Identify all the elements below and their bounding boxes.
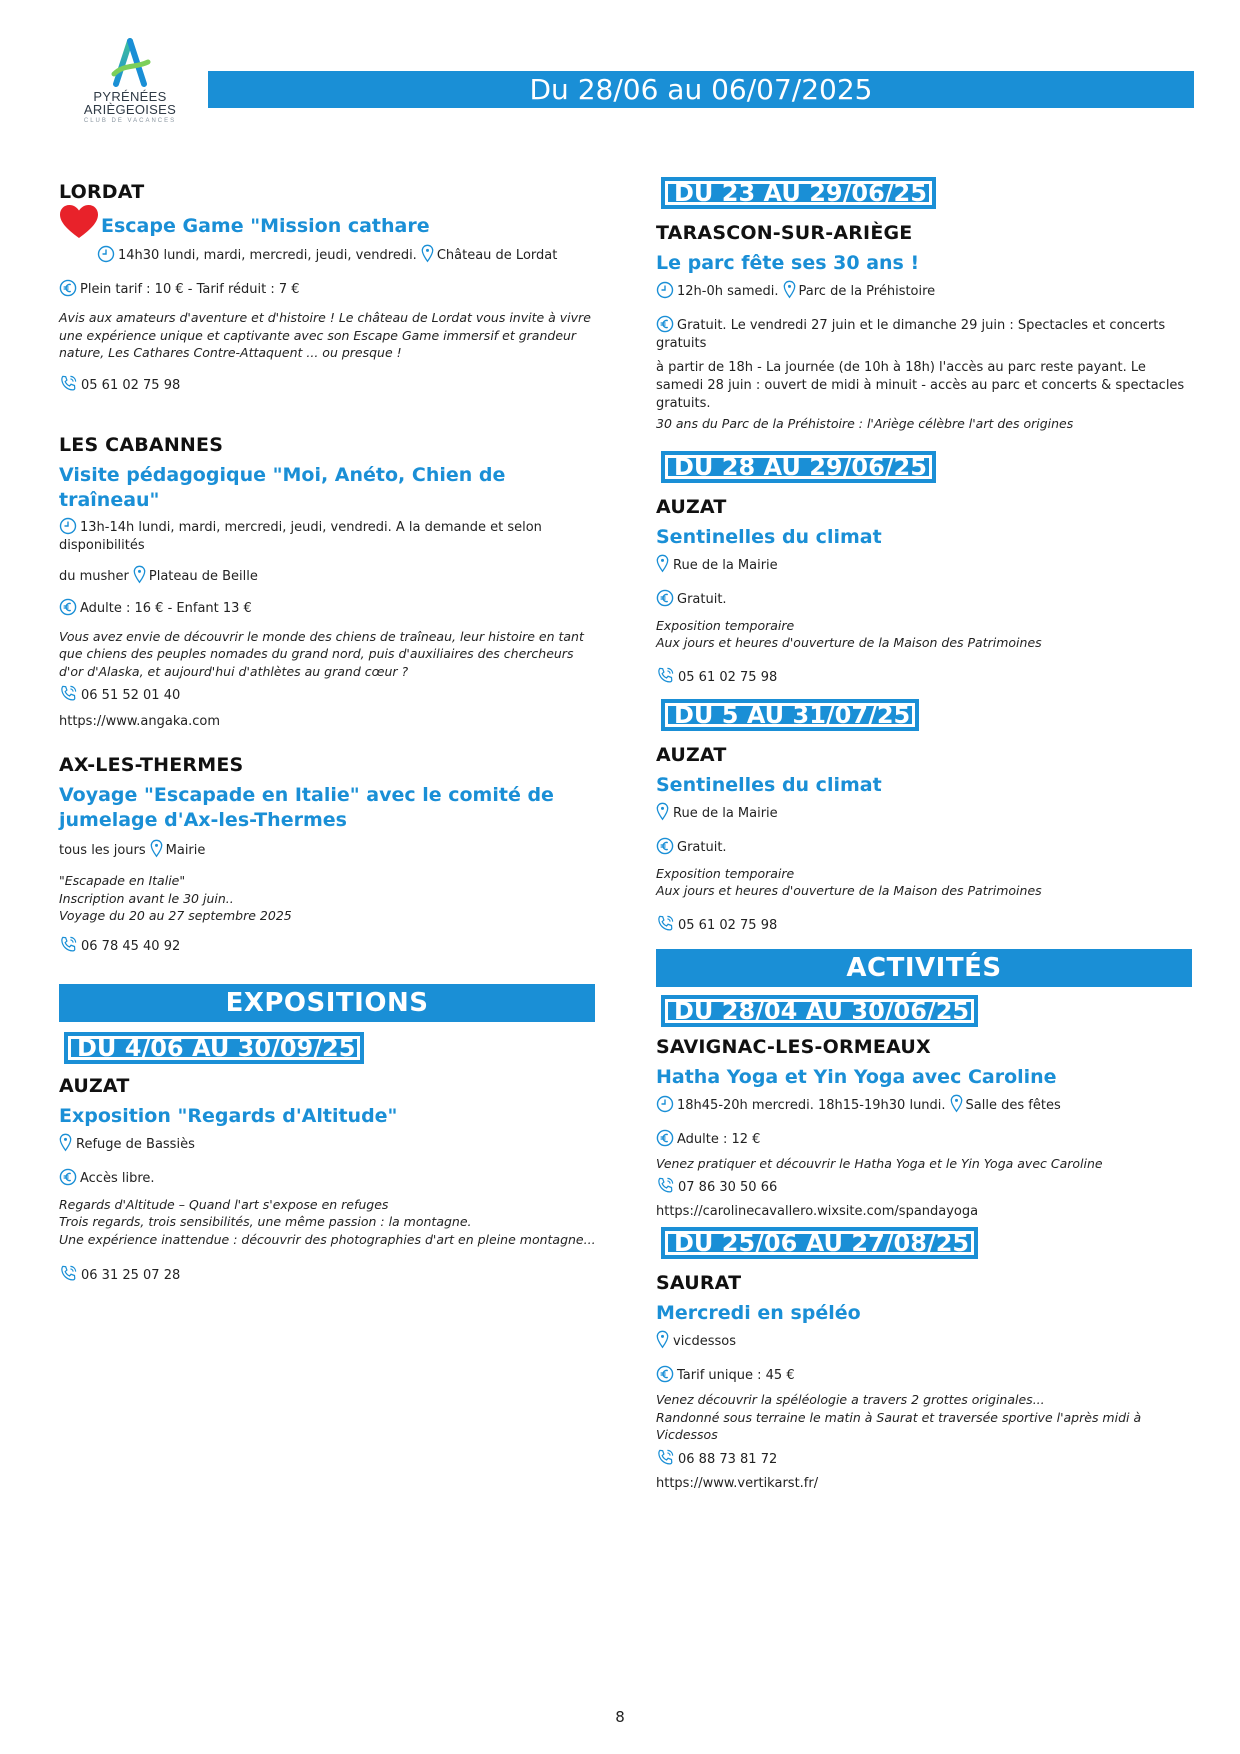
- clock-icon: [656, 1095, 674, 1113]
- event-phone-row[interactable]: [656, 1448, 1196, 1469]
- event-hours: 18h45-20h mercredi. 18h15-19h30 lundi.: [677, 1097, 946, 1113]
- event-price-details: à partir de 18h - La journée (de 10h à 18h) l'accès au parc reste payant. Le samedi 28 juin : ouvert de midi à minuit - accès au parc et concerts & spectacles gratuits.: [656, 360, 1185, 411]
- event-title[interactable]: Sentinelles du climat: [656, 773, 882, 796]
- event-hours-cont: du musher: [59, 568, 129, 584]
- date-tab-wrap: [656, 995, 1196, 1027]
- event-title[interactable]: Exposition "Regards d'Altitude": [59, 1104, 398, 1127]
- euro-icon: [59, 1168, 77, 1186]
- event-price-row: [59, 598, 599, 618]
- phone-icon: [656, 666, 675, 685]
- event-description: [656, 1391, 1196, 1444]
- logo: [70, 38, 190, 138]
- town-name: AX-LES-THERMES: [59, 754, 244, 776]
- town-name: SAVIGNAC-LES-ORMEAUX: [656, 1035, 931, 1058]
- event-price-row: [656, 315, 1196, 353]
- event-url[interactable]: https://carolinecavallero.wixsite.com/spandayoga: [656, 1204, 979, 1219]
- event-meta: [59, 1133, 599, 1154]
- event-description: [59, 872, 599, 925]
- event-description: [656, 865, 1196, 900]
- event-meta: [656, 802, 1196, 823]
- desc-line: "Escapade en Italie": [59, 873, 186, 888]
- date-tab-wrap: [656, 177, 1196, 209]
- event-price: Gratuit.: [677, 591, 727, 607]
- event-title[interactable]: Mercredi en spéléo: [656, 1302, 861, 1324]
- section-header-activites: ACTIVITÉS: [656, 949, 1192, 987]
- event-phone[interactable]: 05 61 02 75 98: [81, 377, 181, 393]
- event-tarascon: [656, 221, 1196, 433]
- desc-line: Aux jours et heures d'ouverture de la Maison des Patrimoines: [656, 883, 1042, 898]
- phone-icon: [59, 684, 78, 703]
- clock-icon: [59, 517, 77, 535]
- date-tab-wrap: [59, 1032, 599, 1064]
- location-pin-icon: [133, 565, 146, 584]
- event-phone[interactable]: 05 61 02 75 98: [678, 669, 778, 685]
- event-title[interactable]: Visite pédagogique "Moi, Anéto, Chien de traîneau": [59, 463, 506, 511]
- event-auzat-2: [656, 743, 1196, 935]
- logo-line-1: PYRÉNÉES: [93, 89, 167, 104]
- event-auzat-expo: [59, 1074, 599, 1286]
- event-description: [656, 617, 1196, 652]
- date-range-tab: DU 28 AU 29/06/25: [661, 451, 936, 483]
- event-speleo: [656, 1271, 1196, 1493]
- phone-icon: [59, 374, 78, 393]
- date-range-tab: DU 23 AU 29/06/25: [661, 177, 936, 209]
- town-name: SAURAT: [656, 1272, 742, 1294]
- event-phone-row[interactable]: [59, 374, 599, 395]
- section-header-expositions: EXPOSITIONS: [59, 984, 595, 1022]
- location-pin-icon: [783, 280, 796, 299]
- heart-icon: [59, 204, 99, 240]
- event-hours: 12h-0h samedi.: [677, 284, 779, 299]
- event-place: vicdessos: [673, 1334, 736, 1349]
- euro-icon: [656, 1129, 674, 1147]
- event-place: Mairie: [165, 843, 206, 858]
- event-meta: [97, 244, 599, 265]
- event-price-row: [656, 837, 1196, 857]
- town-name: AUZAT: [59, 1074, 130, 1097]
- event-price-row: [59, 1168, 599, 1188]
- event-place: Rue de la Mairie: [673, 557, 778, 573]
- euro-icon: [59, 598, 77, 616]
- event-phone[interactable]: 07 86 30 50 66: [678, 1180, 778, 1195]
- logo-mark-icon: [108, 38, 152, 90]
- left-column: [59, 180, 599, 1315]
- event-price: Gratuit.: [677, 839, 727, 855]
- event-meta: [59, 839, 599, 860]
- event-meta: [656, 1330, 1196, 1351]
- town-name: AUZAT: [656, 743, 727, 766]
- town-name: LES CABANNES: [59, 433, 224, 456]
- event-price: Plein tarif : 10 € - Tarif réduit : 7 €: [80, 282, 300, 297]
- event-auzat-1: [656, 495, 1196, 687]
- event-phone[interactable]: 05 61 02 75 98: [678, 917, 778, 933]
- desc-line: Une expérience inattendue : découvrir des photographies d'art en pleine montagne...: [59, 1231, 596, 1247]
- town-name: LORDAT: [59, 181, 145, 203]
- location-pin-icon: [150, 839, 163, 858]
- event-hours: 13h-14h lundi, mardi, mercredi, jeudi, vendredi. A la demande et selon disponibilités: [59, 519, 542, 553]
- event-title-text: Escape Game "Mission cathare: [101, 215, 430, 237]
- event-price-row: [59, 279, 599, 299]
- event-phone-row[interactable]: [656, 1176, 1196, 1197]
- event-lordat: [59, 180, 599, 395]
- event-yoga: [656, 1035, 1196, 1222]
- location-pin-icon: [950, 1094, 963, 1113]
- date-range-tab: DU 5 AU 31/07/25: [661, 699, 919, 731]
- event-description: Avis aux amateurs d'aventure et d'histoire ! Le château de Lordat vous invite à vivre une expérience unique et captivante avec son Escape Game immersif et grandeur nature, Les Cathares Contre-Attaquent ... ou presque !: [59, 310, 591, 360]
- logo-line-3: CLUB DE VACANCES: [83, 118, 177, 124]
- phone-icon: [656, 914, 675, 933]
- event-description: 30 ans du Parc de la Préhistoire : l'Ariège célèbre l'art des origines: [656, 416, 1074, 431]
- desc-line: Randonné sous terraine le matin à Saurat et traversée sportive l'après midi à Vicdessos: [656, 1409, 1142, 1442]
- phone-icon: [59, 935, 78, 954]
- event-hours: tous les jours: [59, 843, 146, 858]
- euro-icon: [656, 589, 674, 607]
- event-place: Plateau de Beille: [148, 568, 258, 584]
- desc-line: Exposition temporaire: [656, 617, 795, 633]
- event-place: Refuge de Bassiès: [76, 1136, 195, 1152]
- event-title[interactable]: Le parc fête ses 30 ans !: [656, 252, 920, 274]
- event-description: [59, 1196, 599, 1249]
- euro-icon: [59, 279, 77, 297]
- event-meta: [59, 517, 599, 555]
- location-pin-icon: [656, 1330, 669, 1349]
- event-place: Rue de la Mairie: [673, 805, 778, 821]
- desc-line: Trois regards, trois sensibilités, une même passion : la montagne.: [59, 1214, 472, 1229]
- event-ax: [59, 753, 599, 956]
- event-price: Adulte : 16 € - Enfant 13 €: [80, 600, 252, 616]
- date-tab-wrap: [656, 451, 1196, 483]
- right-column: [656, 177, 1196, 1523]
- town-name: AUZAT: [656, 495, 727, 518]
- event-title[interactable]: Sentinelles du climat: [656, 525, 882, 548]
- page-number: 8: [615, 1708, 625, 1726]
- desc-line: Inscription avant le 30 juin..: [59, 890, 234, 906]
- event-price-row: [656, 589, 1196, 609]
- event-cabannes: [59, 433, 599, 732]
- event-description: Vous avez envie de découvrir le monde des chiens de traîneau, leur histoire en tant que chiens des peuples nomades du grand nord, puis d'auxiliaires des chercheurs d'or d'Alaska, et aujourd'hui d'athlètes au grand cœur ?: [59, 628, 584, 679]
- event-price-row: [656, 1129, 1196, 1149]
- location-pin-icon: [421, 244, 434, 263]
- desc-line: Aux jours et heures d'ouverture de la Maison des Patrimoines: [656, 635, 1042, 650]
- event-phone-row[interactable]: [59, 1264, 599, 1285]
- event-url[interactable]: https://www.angaka.com: [59, 714, 221, 729]
- event-title[interactable]: [59, 204, 599, 240]
- location-pin-icon: [59, 1133, 72, 1152]
- euro-icon: [656, 315, 674, 333]
- event-meta: [656, 554, 1196, 575]
- clock-icon: [97, 245, 115, 263]
- event-phone[interactable]: 06 51 52 01 40: [81, 688, 181, 703]
- event-phone-row[interactable]: [59, 935, 599, 956]
- location-pin-icon: [656, 554, 669, 573]
- event-hours: 14h30 lundi, mardi, mercredi, jeudi, vendredi.: [118, 248, 417, 263]
- event-price: Tarif unique : 45 €: [677, 1368, 795, 1383]
- event-phone-row[interactable]: [656, 666, 1196, 687]
- event-phone-row[interactable]: [59, 684, 599, 705]
- location-pin-icon: [656, 802, 669, 821]
- event-title[interactable]: Hatha Yoga et Yin Yoga avec Caroline: [656, 1065, 1057, 1088]
- event-meta: [656, 1094, 1196, 1115]
- event-url[interactable]: https://www.vertikarst.fr/: [656, 1475, 819, 1491]
- event-phone[interactable]: 06 88 73 81 72: [678, 1451, 778, 1467]
- event-phone[interactable]: 06 31 25 07 28: [81, 1268, 181, 1283]
- date-tab-wrap: [656, 699, 1196, 731]
- event-place: Salle des fêtes: [965, 1097, 1061, 1113]
- town-name: TARASCON-SUR-ARIÈGE: [656, 222, 913, 244]
- desc-line: Voyage du 20 au 27 septembre 2025: [59, 908, 292, 923]
- phone-icon: [59, 1264, 78, 1283]
- date-range-tab: DU 25/06 AU 27/08/25: [661, 1227, 978, 1259]
- date-range-tab: DU 4/06 AU 30/09/25: [64, 1032, 364, 1064]
- desc-line: Exposition temporaire: [656, 865, 795, 881]
- event-price: Adulte : 12 €: [677, 1131, 761, 1147]
- phone-icon: [656, 1176, 675, 1195]
- event-phone-row[interactable]: [656, 914, 1196, 935]
- event-price-row: [656, 1365, 1196, 1385]
- euro-icon: [656, 837, 674, 855]
- event-description: Venez pratiquer et découvrir le Hatha Yoga et le Yin Yoga avec Caroline: [656, 1155, 1103, 1171]
- event-meta-2: [59, 565, 599, 586]
- event-phone[interactable]: 06 78 45 40 92: [81, 938, 181, 954]
- event-price: Gratuit. Le vendredi 27 juin et le dimanche 29 juin : Spectacles et concerts gratuits: [656, 318, 1166, 351]
- logo-line-2: ARIÈGEOISES: [83, 102, 177, 117]
- euro-icon: [656, 1365, 674, 1383]
- date-tab-wrap: [656, 1227, 1196, 1259]
- phone-icon: [656, 1448, 675, 1467]
- clock-icon: [656, 281, 674, 299]
- event-title[interactable]: Voyage "Escapade en Italie" avec le comité de jumelage d'Ax-les-Thermes: [59, 784, 554, 831]
- event-place: Château de Lordat: [436, 248, 558, 263]
- event-meta: [656, 280, 1196, 301]
- date-range-tab: DU 28/04 AU 30/06/25: [661, 995, 978, 1027]
- date-range-banner: Du 28/06 au 06/07/2025: [208, 71, 1194, 108]
- event-price: Accès libre.: [80, 1170, 155, 1186]
- desc-line: Regards d'Altitude – Quand l'art s'expose en refuges: [59, 1196, 389, 1212]
- event-place: Parc de la Préhistoire: [798, 284, 936, 299]
- desc-line: Venez découvrir la spéléologie a travers 2 grottes originales...: [656, 1392, 1045, 1407]
